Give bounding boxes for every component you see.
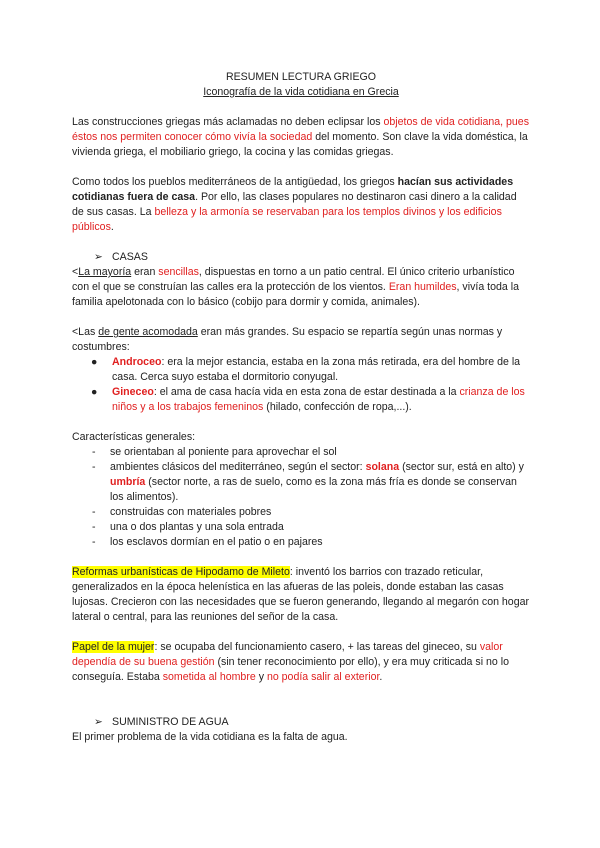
agua-paragraph: El primer problema de la vida cotidiana es la falta de agua. bbox=[72, 731, 348, 743]
highlighted-text-run: Papel de la mujer bbox=[72, 641, 155, 653]
text-run: : el ama de casa hacía vida en esta zona de estar destinada a la bbox=[153, 386, 460, 398]
red-text-run: Eran humildes bbox=[388, 281, 457, 293]
text-run: (sector norte, a ras de suelo, como es la zona más fría es donde se conservan los alimentos). bbox=[110, 476, 517, 503]
text-run: y bbox=[255, 671, 267, 683]
text-run: : inventó los barrios con trazado reticular, generalizados en la época helenística en las afueras de las poleis, donde estaban las casas lujosas. Crecieron con las necesidades que se fueron generando, llegando al megarón con hogar lateral o central, para las reuniones del señor de la casa. bbox=[72, 566, 530, 623]
text-run: : era la mejor estancia, estaba en la zona más retirada, era del hombre de la casa. Cerca suyo estaba el dormitorio conyugal. bbox=[112, 356, 521, 383]
section-heading-label: SUMINISTRO DE AGUA bbox=[112, 716, 229, 728]
text-run: (sin tener reconocimiento por ello), y era muy criticada si no lo conseguía. Estaba bbox=[72, 656, 509, 683]
section-heading-agua bbox=[72, 715, 530, 730]
characteristics-heading: Características generales: bbox=[72, 431, 196, 443]
text-run: construidas con materiales pobres bbox=[110, 506, 272, 518]
red-text-run: objetos de vida cotidiana, pues éstos nos permiten conocer cómo vivía la sociedad bbox=[72, 116, 529, 143]
red-text-run: valor dependía de su buena gestión bbox=[72, 641, 503, 668]
text-run: Como todos los pueblos mediterráneos de la antigüedad, los griegos bbox=[72, 176, 398, 188]
dash-marker: - bbox=[92, 521, 96, 533]
text-run: los esclavos dormían en el patio o en pajares bbox=[110, 536, 323, 548]
text-run: . bbox=[110, 221, 114, 233]
text-run: < bbox=[72, 266, 79, 278]
mediterranean-paragraph bbox=[72, 175, 530, 235]
mujer-paragraph bbox=[72, 640, 530, 685]
dash-marker: - bbox=[92, 506, 96, 518]
text-run: (sector sur, está en alto) y bbox=[399, 461, 524, 473]
bold-text-run: hacían sus actividades cotidianas fuera de casa bbox=[72, 176, 514, 203]
text-run: del momento. Son clave la vida doméstica, la vivienda griega, el mobiliario griego, la cocina y las comidas griegas. bbox=[72, 131, 528, 158]
list-item bbox=[72, 460, 530, 505]
intro-paragraph bbox=[72, 115, 530, 160]
text-run: . Por ello, las clases populares no destinaron casi dinero a la calidad de sus casas. La bbox=[72, 191, 517, 218]
section-heading-label: CASAS bbox=[112, 251, 148, 263]
list-item bbox=[72, 445, 530, 460]
red-text-run: no podía salir al exterior bbox=[266, 671, 380, 683]
dash-marker: - bbox=[92, 536, 96, 548]
text-run: . bbox=[379, 671, 383, 683]
list-item bbox=[72, 355, 530, 385]
list-item bbox=[72, 385, 530, 415]
bullet-dot-icon: ● bbox=[91, 386, 98, 398]
text-run: Las construcciones griegas más aclamadas no deben eclipsar los bbox=[72, 116, 384, 128]
red-text-run: belleza y la armonía se reservaban para los templos divinos y los edificios públicos bbox=[72, 206, 502, 233]
red-text-run: sencillas bbox=[158, 266, 199, 278]
text-run: eran bbox=[131, 266, 159, 278]
text-run: (hilado, confección de ropa,...). bbox=[263, 401, 412, 413]
bold-red-text-run: umbría bbox=[110, 476, 146, 488]
highlighted-text-run: Reformas urbanísticas de Hipodamo de Mileto bbox=[72, 566, 290, 578]
text-run: , dispuestas en torno a un patio central. El único criterio urbanístico con el que se construían las calles era la protección de los vientos. bbox=[72, 266, 515, 293]
red-text-run: crianza de los niños y a los trabajos femeninos bbox=[112, 386, 525, 413]
bold-red-text-run: Gineceo bbox=[112, 386, 154, 398]
text-run: ambientes clásicos del mediterráneo, según el sector: bbox=[110, 461, 366, 473]
text-run: eran más grandes. Su espacio se repartía según unas normas y costumbres: bbox=[72, 326, 503, 353]
list-item bbox=[72, 520, 530, 535]
list-item bbox=[72, 535, 530, 550]
section-heading-casas bbox=[72, 250, 530, 265]
dash-marker: - bbox=[92, 446, 96, 458]
text-run: una o dos plantas y una sola entrada bbox=[110, 521, 284, 533]
bold-red-text-run: Androceo bbox=[112, 356, 162, 368]
text-run: <Las bbox=[72, 326, 99, 338]
rooms-bullet-list bbox=[72, 355, 530, 415]
characteristics-dash-list bbox=[72, 445, 530, 550]
casas-paragraph-2 bbox=[72, 325, 530, 355]
underlined-text-run: de gente acomodada bbox=[98, 326, 198, 338]
bold-red-text-run: solana bbox=[365, 461, 400, 473]
dash-marker: - bbox=[92, 461, 96, 473]
list-item bbox=[72, 505, 530, 520]
bullet-dot-icon: ● bbox=[91, 356, 98, 368]
document-subtitle: Iconografía de la vida cotidiana en Grecia bbox=[203, 86, 399, 98]
arrow-bullet-icon: ➢ bbox=[94, 716, 103, 728]
reformas-paragraph bbox=[72, 565, 530, 625]
casas-paragraph-1 bbox=[72, 265, 530, 310]
underlined-text-run: La mayoría bbox=[78, 266, 132, 278]
text-run: : se ocupaba del funcionamiento casero, + las tareas del gineceo, su bbox=[154, 641, 480, 653]
arrow-bullet-icon: ➢ bbox=[94, 251, 103, 263]
document-page bbox=[72, 70, 530, 745]
red-text-run: sometida al hombre bbox=[162, 671, 256, 683]
document-title: RESUMEN LECTURA GRIEGO bbox=[225, 71, 377, 83]
text-run: se orientaban al poniente para aprovechar el sol bbox=[110, 446, 337, 458]
text-run: , vivía toda la familia apelotonada con lo básico (cobijo para dormir y comida, animales). bbox=[72, 281, 519, 308]
